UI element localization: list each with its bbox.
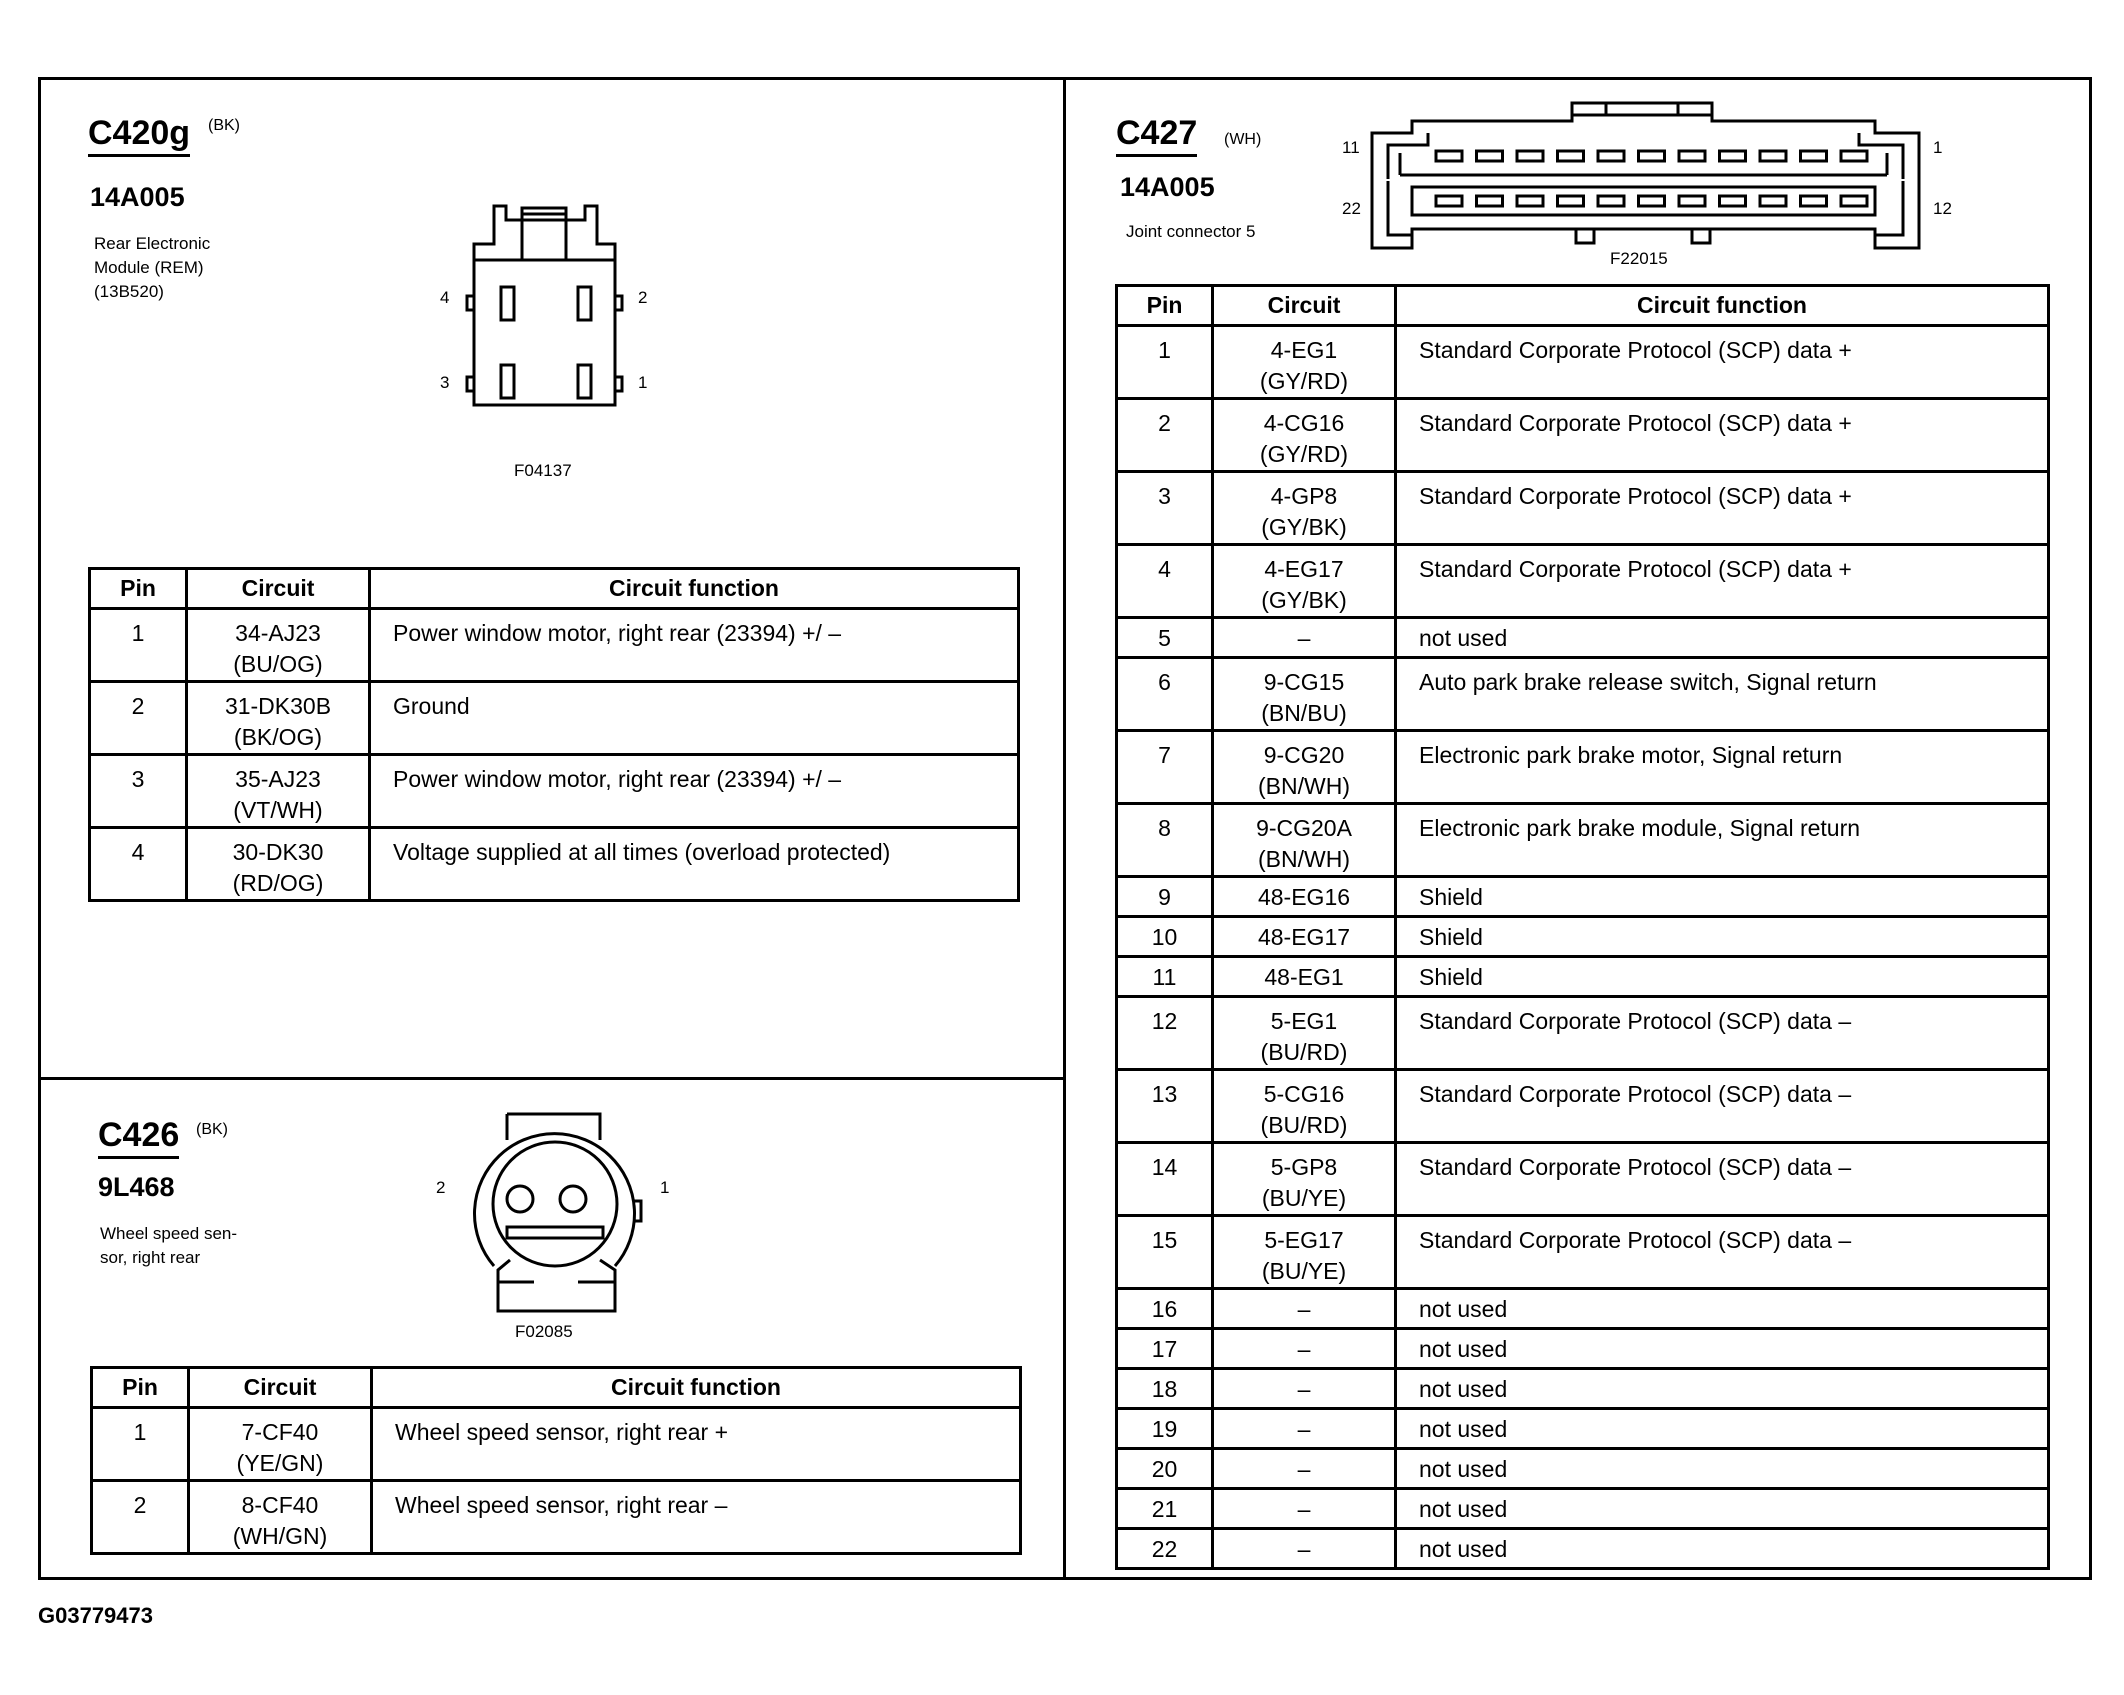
function-cell: Power window motor, right rear (23394) +/ – bbox=[370, 609, 1019, 682]
function-cell: not used bbox=[1396, 1409, 2049, 1449]
function-cell: Wheel speed sensor, right rear + bbox=[372, 1408, 1021, 1481]
pin-cell: 14 bbox=[1117, 1143, 1213, 1216]
table-row bbox=[1117, 1329, 2049, 1369]
circuit-id: – bbox=[1297, 1336, 1311, 1362]
circuit-id: – bbox=[1297, 1496, 1311, 1522]
function-cell: Shield bbox=[1396, 877, 2049, 917]
function-cell: Auto park brake release switch, Signal return bbox=[1396, 658, 2049, 731]
table-row bbox=[90, 682, 1019, 755]
pin-cell: 15 bbox=[1117, 1216, 1213, 1289]
c427-part: 14A005 bbox=[1120, 172, 1215, 202]
connector-pin-slot bbox=[1720, 196, 1746, 206]
circuit-cell bbox=[1213, 399, 1396, 472]
wire-color: (BU/OG) bbox=[233, 651, 323, 677]
c420g-part: 14A005 bbox=[90, 182, 185, 212]
function-cell: Standard Corporate Protocol (SCP) data – bbox=[1396, 1070, 2049, 1143]
c426-desc-line: Wheel speed sen- bbox=[100, 1224, 238, 1243]
c426-desc-line: sor, right rear bbox=[100, 1248, 201, 1267]
c420g-figure-id: F04137 bbox=[514, 461, 572, 480]
circuit-cell bbox=[1213, 1409, 1396, 1449]
horizontal-divider bbox=[38, 1077, 1065, 1080]
c420g-pin-label: 3 bbox=[440, 373, 450, 392]
header-function: Circuit function bbox=[1396, 286, 2049, 326]
pin-cell: 22 bbox=[1117, 1529, 1213, 1569]
circuit-id: – bbox=[1297, 1536, 1311, 1562]
table-row bbox=[1117, 877, 2049, 917]
pin-cell: 11 bbox=[1117, 957, 1213, 997]
header-pin: Pin bbox=[90, 569, 187, 609]
function-cell: not used bbox=[1396, 1489, 2049, 1529]
function-cell: not used bbox=[1396, 618, 2049, 658]
c426-figure-id: F02085 bbox=[515, 1322, 573, 1341]
circuit-id: 30-DK30 bbox=[232, 839, 324, 865]
pin-cell: 4 bbox=[90, 828, 187, 901]
pin-cell: 2 bbox=[1117, 399, 1213, 472]
circuit-id: 8-CF40 bbox=[241, 1492, 319, 1518]
wire-color: (YE/GN) bbox=[236, 1450, 324, 1476]
circuit-id: 5-GP8 bbox=[1270, 1154, 1338, 1180]
figure-code: G03779473 bbox=[38, 1603, 153, 1628]
wire-color: (GY/RD) bbox=[1259, 368, 1349, 394]
table-row bbox=[90, 755, 1019, 828]
table-row bbox=[1117, 997, 2049, 1070]
circuit-cell bbox=[1213, 1369, 1396, 1409]
table-row bbox=[1117, 804, 2049, 877]
table-row bbox=[1117, 1369, 2049, 1409]
pin-cell: 2 bbox=[92, 1481, 189, 1554]
c427-name: C427 bbox=[1116, 114, 1198, 152]
header-circuit: Circuit bbox=[189, 1368, 372, 1408]
pin-cell: 4 bbox=[1117, 545, 1213, 618]
circuit-id: 5-EG1 bbox=[1270, 1008, 1338, 1034]
circuit-cell bbox=[1213, 804, 1396, 877]
c420g-pin-label: 4 bbox=[440, 288, 450, 307]
pin-cell: 1 bbox=[1117, 326, 1213, 399]
pin-cell: 7 bbox=[1117, 731, 1213, 804]
circuit-id: – bbox=[1297, 1416, 1311, 1442]
circuit-cell bbox=[1213, 1289, 1396, 1329]
wire-color: (BK/OG) bbox=[233, 724, 323, 750]
circuit-cell bbox=[1213, 545, 1396, 618]
circuit-id: 31-DK30B bbox=[224, 693, 332, 719]
circuit-id: 9-CG20A bbox=[1256, 815, 1352, 841]
function-cell: Electronic park brake motor, Signal return bbox=[1396, 731, 2049, 804]
pin-cell: 16 bbox=[1117, 1289, 1213, 1329]
table-row bbox=[1117, 399, 2049, 472]
circuit-id: 4-EG1 bbox=[1270, 337, 1338, 363]
pin-cell: 12 bbox=[1117, 997, 1213, 1070]
connector-pin-slot bbox=[1436, 151, 1462, 161]
circuit-cell bbox=[187, 682, 370, 755]
wire-color: (BU/RD) bbox=[1260, 1112, 1348, 1138]
header-function: Circuit function bbox=[372, 1368, 1021, 1408]
table-row bbox=[1117, 1449, 2049, 1489]
connector-pin-slot bbox=[1598, 151, 1624, 161]
c427-pin-label: 1 bbox=[1933, 138, 1943, 157]
connector-pin-slot bbox=[1801, 151, 1827, 161]
pin-cell: 1 bbox=[90, 609, 187, 682]
c426-pin-label: 1 bbox=[660, 1178, 670, 1197]
wire-color: (BN/BU) bbox=[1261, 700, 1347, 726]
header-circuit: Circuit bbox=[1213, 286, 1396, 326]
circuit-id: 35-AJ23 bbox=[235, 766, 321, 792]
circuit-cell bbox=[1213, 1489, 1396, 1529]
c420g-pin-label: 1 bbox=[638, 373, 648, 392]
connector-pin-slot bbox=[1639, 196, 1665, 206]
circuit-id: 48-EG1 bbox=[1264, 964, 1344, 990]
c426-description bbox=[100, 1222, 237, 1270]
c426-name: C426 bbox=[98, 1116, 180, 1154]
table-row bbox=[1117, 1070, 2049, 1143]
table-row bbox=[1117, 1529, 2049, 1569]
header-function: Circuit function bbox=[370, 569, 1019, 609]
pin-cell: 6 bbox=[1117, 658, 1213, 731]
connector-pin-slot bbox=[1436, 196, 1462, 206]
function-cell: Standard Corporate Protocol (SCP) data – bbox=[1396, 1143, 2049, 1216]
c427-color: (WH) bbox=[1224, 131, 1262, 148]
pin-cell: 20 bbox=[1117, 1449, 1213, 1489]
pin-cell: 2 bbox=[90, 682, 187, 755]
table-row bbox=[1117, 658, 2049, 731]
connector-pin-slot bbox=[1760, 196, 1786, 206]
connector-pin-slot bbox=[1639, 151, 1665, 161]
table-header-row bbox=[92, 1368, 1021, 1408]
circuit-cell bbox=[1213, 1143, 1396, 1216]
circuit-id: 9-CG20 bbox=[1263, 742, 1345, 768]
circuit-id: 4-EG17 bbox=[1264, 556, 1344, 582]
circuit-cell bbox=[1213, 917, 1396, 957]
c427-pin-table bbox=[1115, 284, 2050, 1570]
pin-cell: 5 bbox=[1117, 618, 1213, 658]
circuit-id: 48-EG17 bbox=[1257, 924, 1351, 950]
wire-color: (BN/WH) bbox=[1258, 773, 1350, 799]
circuit-cell bbox=[1213, 1529, 1396, 1569]
table-row bbox=[1117, 326, 2049, 399]
table-row bbox=[90, 828, 1019, 901]
circuit-id: 5-CG16 bbox=[1263, 1081, 1345, 1107]
c420g-pin-label: 2 bbox=[638, 288, 648, 307]
connector-pin-slot bbox=[1841, 196, 1867, 206]
c420g-description bbox=[94, 232, 210, 304]
connector-pin-slot bbox=[1477, 151, 1503, 161]
circuit-cell bbox=[1213, 658, 1396, 731]
c420g-name: C420g bbox=[88, 114, 191, 152]
wire-color: (RD/OG) bbox=[232, 870, 324, 896]
table-row bbox=[1117, 1409, 2049, 1449]
wire-color: (VT/WH) bbox=[233, 797, 323, 823]
circuit-cell bbox=[1213, 618, 1396, 658]
circuit-cell bbox=[1213, 997, 1396, 1070]
function-cell: not used bbox=[1396, 1449, 2049, 1489]
function-cell: Ground bbox=[370, 682, 1019, 755]
pin-cell: 3 bbox=[90, 755, 187, 828]
function-cell: Electronic park brake module, Signal return bbox=[1396, 804, 2049, 877]
c420g-desc-line: Rear Electronic bbox=[94, 234, 211, 253]
circuit-cell bbox=[1213, 472, 1396, 545]
connector-pin-slot bbox=[1477, 196, 1503, 206]
circuit-id: – bbox=[1297, 1296, 1311, 1322]
function-cell: Standard Corporate Protocol (SCP) data + bbox=[1396, 472, 2049, 545]
function-cell: Shield bbox=[1396, 917, 2049, 957]
circuit-cell bbox=[189, 1481, 372, 1554]
table-header-row bbox=[90, 569, 1019, 609]
connector-pin-slot bbox=[1558, 196, 1584, 206]
circuit-cell bbox=[187, 755, 370, 828]
function-cell: Power window motor, right rear (23394) +/ – bbox=[370, 755, 1019, 828]
c427-pin-label: 11 bbox=[1342, 138, 1360, 157]
table-row bbox=[92, 1408, 1021, 1481]
circuit-id: – bbox=[1297, 1376, 1311, 1402]
connector-pin-slot bbox=[1517, 196, 1543, 206]
circuit-id: 34-AJ23 bbox=[235, 620, 321, 646]
table-row bbox=[1117, 618, 2049, 658]
c427-desc-line: Joint connector 5 bbox=[1126, 222, 1256, 241]
table-row bbox=[1117, 1489, 2049, 1529]
c426-connector-drawing bbox=[450, 1100, 660, 1320]
table-row bbox=[1117, 1143, 2049, 1216]
function-cell: Standard Corporate Protocol (SCP) data – bbox=[1396, 997, 2049, 1070]
circuit-cell bbox=[187, 828, 370, 901]
pin-cell: 3 bbox=[1117, 472, 1213, 545]
circuit-cell bbox=[1213, 1216, 1396, 1289]
header-pin: Pin bbox=[92, 1368, 189, 1408]
c426-color: (BK) bbox=[196, 1121, 228, 1138]
circuit-cell bbox=[187, 609, 370, 682]
pin-cell: 17 bbox=[1117, 1329, 1213, 1369]
c426-part: 9L468 bbox=[98, 1172, 175, 1202]
c420g-desc-line: (13B520) bbox=[94, 282, 164, 301]
circuit-cell bbox=[1213, 731, 1396, 804]
function-cell: Standard Corporate Protocol (SCP) data + bbox=[1396, 399, 2049, 472]
function-cell: Shield bbox=[1396, 957, 2049, 997]
header-circuit: Circuit bbox=[187, 569, 370, 609]
circuit-id: 4-CG16 bbox=[1263, 410, 1345, 436]
connector-pin-slot bbox=[1558, 151, 1584, 161]
function-cell: Standard Corporate Protocol (SCP) data – bbox=[1396, 1216, 2049, 1289]
circuit-id: 4-GP8 bbox=[1270, 483, 1338, 509]
table-row bbox=[1117, 731, 2049, 804]
function-cell: not used bbox=[1396, 1329, 2049, 1369]
connector-pin-slot bbox=[1598, 196, 1624, 206]
connector-pin-slot bbox=[1760, 151, 1786, 161]
function-cell: not used bbox=[1396, 1369, 2049, 1409]
pin-cell: 13 bbox=[1117, 1070, 1213, 1143]
table-row bbox=[1117, 957, 2049, 997]
circuit-id: 48-EG16 bbox=[1257, 884, 1351, 910]
wire-color: (WH/GN) bbox=[232, 1523, 328, 1549]
header-pin: Pin bbox=[1117, 286, 1213, 326]
connector-pin-slot bbox=[1720, 151, 1746, 161]
c427-description bbox=[1126, 220, 1255, 244]
pin-cell: 8 bbox=[1117, 804, 1213, 877]
wire-color: (GY/BK) bbox=[1261, 514, 1347, 540]
function-cell: Wheel speed sensor, right rear – bbox=[372, 1481, 1021, 1554]
table-row bbox=[1117, 545, 2049, 618]
function-cell: not used bbox=[1396, 1529, 2049, 1569]
c427-pin-label: 22 bbox=[1342, 199, 1361, 218]
c420g-desc-line: Module (REM) bbox=[94, 258, 204, 277]
function-cell: Standard Corporate Protocol (SCP) data + bbox=[1396, 545, 2049, 618]
pin-cell: 21 bbox=[1117, 1489, 1213, 1529]
c420g-color: (BK) bbox=[208, 117, 240, 134]
table-row bbox=[1117, 1289, 2049, 1329]
pin-cell: 19 bbox=[1117, 1409, 1213, 1449]
circuit-cell bbox=[1213, 1070, 1396, 1143]
pin-cell: 18 bbox=[1117, 1369, 1213, 1409]
function-cell: Standard Corporate Protocol (SCP) data + bbox=[1396, 326, 2049, 399]
function-cell: not used bbox=[1396, 1289, 2049, 1329]
table-row bbox=[92, 1481, 1021, 1554]
connector-pin-slot bbox=[1801, 196, 1827, 206]
circuit-cell bbox=[1213, 326, 1396, 399]
circuit-cell bbox=[1213, 877, 1396, 917]
circuit-cell bbox=[1213, 957, 1396, 997]
wire-color: (GY/BK) bbox=[1261, 587, 1347, 613]
circuit-id: 7-CF40 bbox=[241, 1419, 319, 1445]
table-row bbox=[90, 609, 1019, 682]
wire-color: (BU/RD) bbox=[1260, 1039, 1348, 1065]
connector-pin-slot bbox=[1679, 151, 1705, 161]
table-row bbox=[1117, 1216, 2049, 1289]
connector-pin-slot bbox=[1517, 151, 1543, 161]
c427-figure-id: F22015 bbox=[1610, 249, 1668, 268]
c426-pin-table bbox=[90, 1366, 1022, 1555]
c426-pin-label: 2 bbox=[436, 1178, 446, 1197]
c420g-pin-table bbox=[88, 567, 1020, 902]
circuit-cell bbox=[1213, 1329, 1396, 1369]
wire-color: (BU/YE) bbox=[1261, 1258, 1347, 1284]
wire-color: (BN/WH) bbox=[1258, 846, 1350, 872]
circuit-cell bbox=[189, 1408, 372, 1481]
connector-pin-slot bbox=[1841, 151, 1867, 161]
c427-pin-label: 12 bbox=[1933, 199, 1952, 218]
circuit-id: – bbox=[1297, 625, 1311, 651]
circuit-id: 5-EG17 bbox=[1264, 1227, 1344, 1253]
circuit-id: – bbox=[1297, 1456, 1311, 1482]
circuit-id: 9-CG15 bbox=[1263, 669, 1345, 695]
table-header-row bbox=[1117, 286, 2049, 326]
table-row bbox=[1117, 917, 2049, 957]
wire-color: (GY/RD) bbox=[1259, 441, 1349, 467]
pin-cell: 1 bbox=[92, 1408, 189, 1481]
c420g-connector-drawing bbox=[460, 200, 660, 450]
pin-cell: 9 bbox=[1117, 877, 1213, 917]
connector-pin-slot bbox=[1679, 196, 1705, 206]
table-row bbox=[1117, 472, 2049, 545]
function-cell: Voltage supplied at all times (overload protected) bbox=[370, 828, 1019, 901]
circuit-cell bbox=[1213, 1449, 1396, 1489]
pin-cell: 10 bbox=[1117, 917, 1213, 957]
wire-color: (BU/YE) bbox=[1261, 1185, 1347, 1211]
vertical-divider bbox=[1063, 77, 1066, 1580]
